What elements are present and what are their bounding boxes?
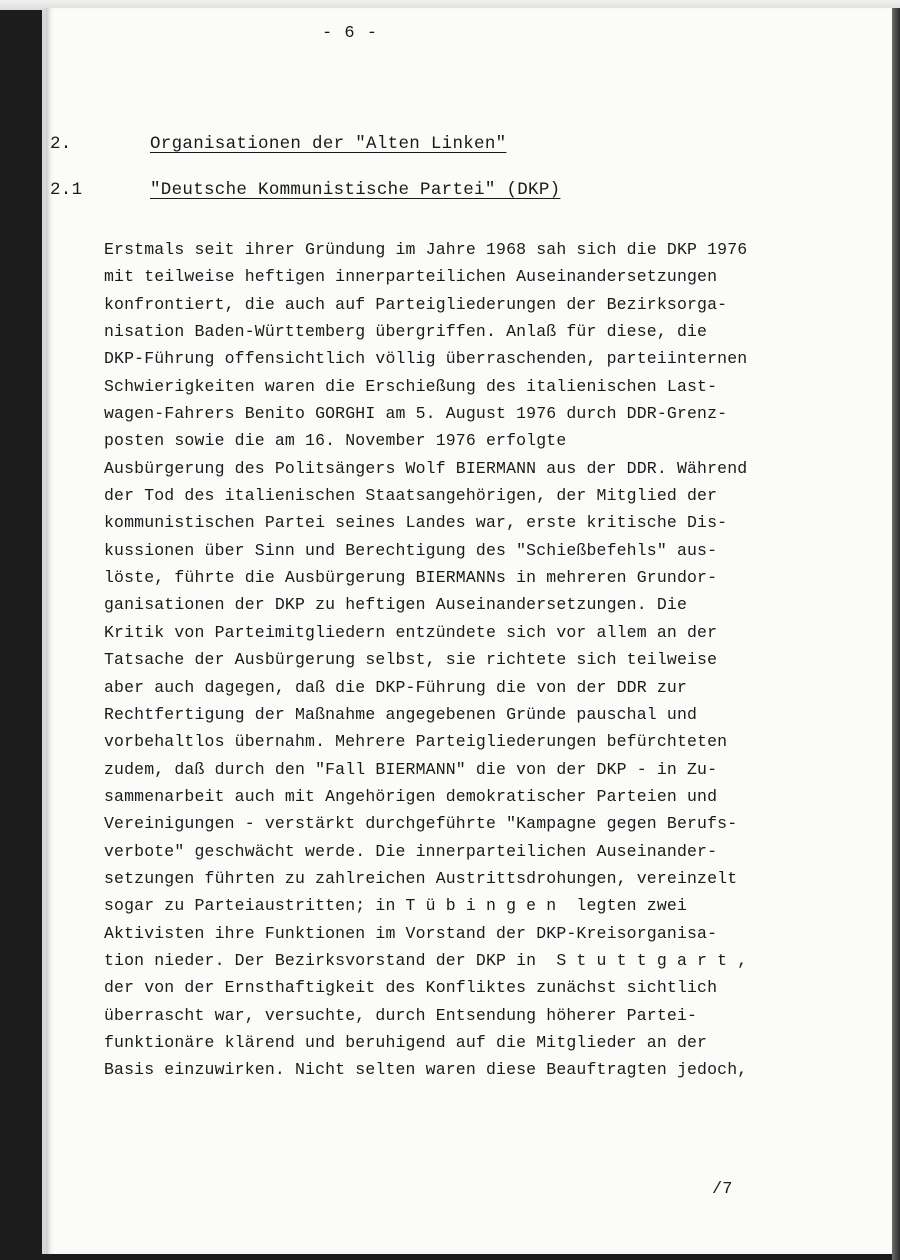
- body-line: DKP-Führung offensichtlich völlig überraschenden, parteiinternen: [104, 349, 748, 369]
- body-line: aber auch dagegen, daß die DKP-Führung die von der DDR zur: [104, 677, 687, 697]
- scan-right-edge: [892, 8, 900, 1260]
- page-number: - 6 -: [322, 24, 379, 43]
- body-line: mit teilweise heftigen innerparteilichen Auseinandersetzungen: [104, 267, 718, 287]
- body-line: vorbehaltlos übernahm. Mehrere Parteigliederungen befürchteten: [104, 732, 728, 752]
- body-line: der Tod des italienischen Staatsangehörigen, der Mitglied der: [104, 486, 718, 506]
- body-line: funktionäre klärend und beruhigend auf die Mitglieder an der: [104, 1032, 708, 1052]
- body-line: Ausbürgerung des Politsängers Wolf BIERMANN aus der DDR. Während: [104, 458, 748, 478]
- body-line: Tatsache der Ausbürgerung selbst, sie richtete sich teilweise: [104, 650, 718, 670]
- body-line: verbote" geschwächt werde. Die innerparteilichen Auseinander-: [104, 841, 718, 861]
- body-line: Rechtfertigung der Maßnahme angegebenen Gründe pauschal und: [104, 704, 698, 724]
- continuation-mark: /7: [712, 1180, 733, 1199]
- section-number: 2.: [50, 134, 72, 154]
- body-text: [104, 236, 747, 1084]
- body-line: sogar zu Parteiaustritten; in T ü b i n g e n legten zwei: [104, 896, 687, 916]
- subsection-number: 2.1: [50, 180, 83, 200]
- body-line: nisation Baden-Württemberg übergriffen. Anlaß für diese, die: [104, 322, 708, 342]
- body-line: konfrontiert, die auch auf Parteigliederungen der Bezirksorga-: [104, 294, 728, 314]
- body-line: wagen-Fahrers Benito GORGHI am 5. August 1976 durch DDR-Grenz-: [104, 404, 728, 424]
- body-line: posten sowie die am 16. November 1976 erfolgte: [104, 431, 567, 451]
- body-line: kussionen über Sinn und Berechtigung des "Schießbefehls" aus-: [104, 540, 718, 560]
- body-line: ganisationen der DKP zu heftigen Auseinandersetzungen. Die: [104, 595, 687, 615]
- body-line: sammenarbeit auch mit Angehörigen demokratischer Parteien und: [104, 786, 718, 806]
- body-line: Basis einzuwirken. Nicht selten waren diese Beauftragten jedoch,: [104, 1060, 748, 1080]
- body-line: löste, führte die Ausbürgerung BIERMANNs in mehreren Grundor-: [104, 568, 718, 588]
- body-line: überrascht war, versuchte, durch Entsendung höherer Partei-: [104, 1005, 698, 1025]
- body-line: setzungen führten zu zahlreichen Austrittsdrohungen, vereinzelt: [104, 868, 738, 888]
- body-line: tion nieder. Der Bezirksvorstand der DKP in S t u t t g a r t ,: [104, 950, 748, 970]
- body-line: Aktivisten ihre Funktionen im Vorstand der DKP-Kreisorganisa-: [104, 923, 718, 943]
- subsection-heading: [50, 180, 560, 200]
- body-line: kommunistischen Partei seines Landes war, erste kritische Dis-: [104, 513, 728, 533]
- subsection-title: "Deutsche Kommunistische Partei" (DKP): [150, 180, 561, 200]
- body-line: Vereinigungen - verstärkt durchgeführte "Kampagne gegen Berufs-: [104, 814, 738, 834]
- body-line: Erstmals seit ihrer Gründung im Jahre 1968 sah sich die DKP 1976: [104, 240, 748, 259]
- body-line: Schwierigkeiten waren die Erschießung des italienischen Last-: [104, 376, 718, 396]
- section-title: Organisationen der "Alten Linken": [150, 134, 507, 154]
- section-heading: [50, 134, 506, 154]
- body-line: der von der Ernsthaftigkeit des Konfliktes zunächst sichtlich: [104, 978, 718, 998]
- body-line: Kritik von Parteimitgliedern entzündete sich vor allem an der: [104, 622, 718, 642]
- body-line: zudem, daß durch den "Fall BIERMANN" die von der DKP - in Zu-: [104, 759, 718, 779]
